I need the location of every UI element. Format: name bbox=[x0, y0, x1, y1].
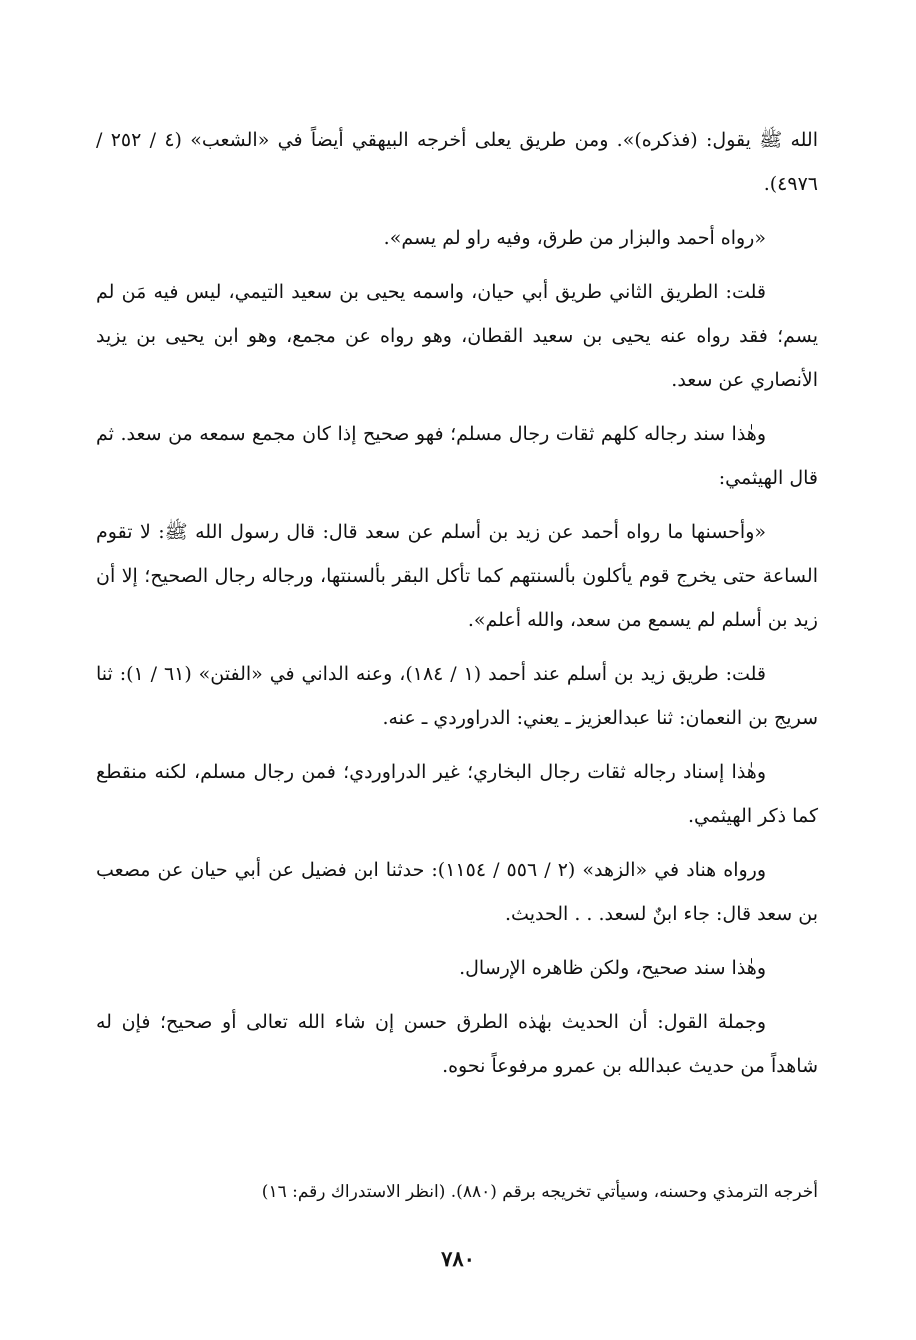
paragraph-8: ورواه هناد في «الزهد» (٢ / ٥٥٦ / ١١٥٤): حدثنا ابن فضيل عن أبي حيان عن مصعب بن سعد قال: جاء ابنٌ لسعد. . . الحديث. bbox=[96, 859, 818, 925]
paragraph-7: وهٰذا إسناد رجاله ثقات رجال البخاري؛ غير الدراوردي؛ فمن رجال مسلم، لكنه منقطع كما ذكر الهيثمي. bbox=[96, 761, 818, 827]
paragraph-10: وجملة القول: أن الحديث بهٰذه الطرق حسن إن شاء الله تعالى أو صحيح؛ فإن له شاهداً من حديث عبدالله بن عمرو مرفوعاً نحوه. bbox=[96, 1011, 818, 1077]
paragraph-9: وهٰذا سند صحيح، ولكن ظاهره الإرسال. bbox=[459, 957, 766, 979]
paragraph-5: «وأحسنها ما رواه أحمد عن زيد بن أسلم عن سعد قال: قال رسول الله ﷺ: لا تقوم الساعة حتى يخرج قوم يأكلون بألسنتهم كما تأكل البقر بألسنتها، ورجاله رجال الصحيح؛ إلا أن زيد بن أسلم لم يسمع من سعد، والله أعلم». bbox=[96, 521, 818, 631]
paragraph-3: قلت: الطريق الثاني طريق أبي حيان، واسمه يحيى بن سعيد التيمي، ليس فيه مَن لم يسم؛ فقد رواه عنه يحيى بن سعيد القطان، وهو رواه عن مجمع، وهو ابن يحيى بن يزيد الأنصاري عن سعد. bbox=[96, 281, 818, 391]
paragraph-4: وهٰذا سند رجاله كلهم ثقات رجال مسلم؛ فهو صحيح إذا كان مجمع سمعه من سعد. ثم قال الهيثمي: bbox=[96, 423, 818, 489]
page-number: ٧٨٠ bbox=[441, 1246, 475, 1271]
paragraph-6: قلت: طريق زيد بن أسلم عند أحمد (١ / ١٨٤)، وعنه الداني في «الفتن» (٦١ / ١): ثنا سريج بن النعمان: ثنا عبدالعزيز ـ يعني: الدراوردي ـ عنه. bbox=[96, 663, 818, 729]
main-text bbox=[96, 118, 818, 1098]
footnote: أخرجه الترمذي وحسنه، وسيأتي تخريجه برقم (٨٨٠). (انظر الاستدراك رقم: ١٦) bbox=[261, 1182, 818, 1202]
paragraph-1: الله ﷺ يقول: (فذكره)». ومن طريق يعلى أخرجه البيهقي أيضاً في «الشعب» (٤ / ٢٥٢ / ٤٩٧٦). bbox=[96, 129, 818, 195]
paragraph-2: «رواه أحمد والبزار من طرق، وفيه راو لم يسم». bbox=[383, 227, 766, 249]
